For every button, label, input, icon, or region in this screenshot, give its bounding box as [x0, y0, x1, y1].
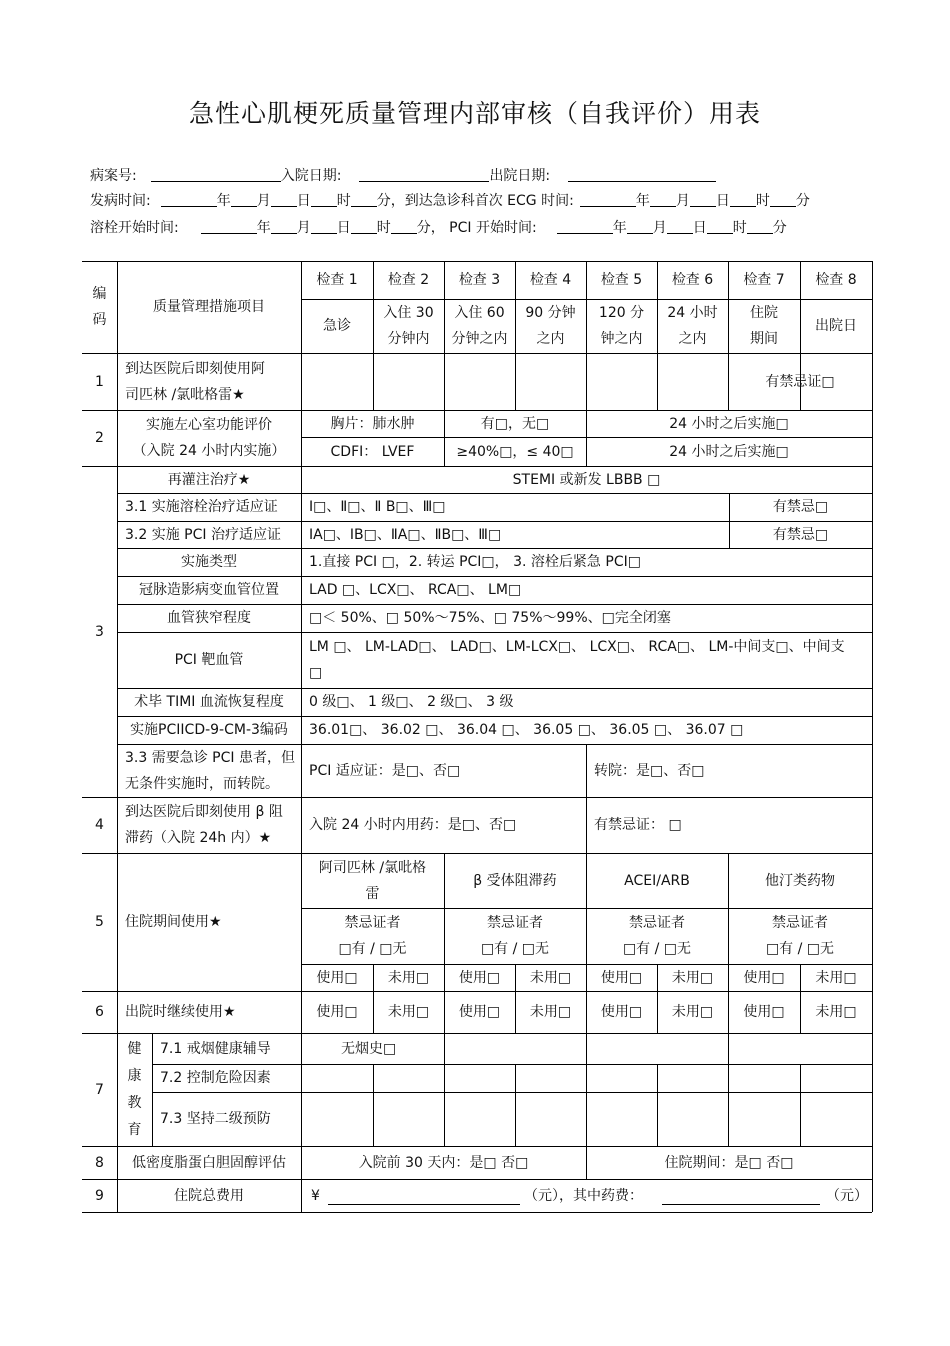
stenosis-value[interactable]: □＜ 50%、□ 50%～75%、□ 75%～99%、□完全闭塞: [309, 610, 671, 626]
header-line-2: [90, 190, 810, 210]
drug-acei-arb: ACEI/ARB: [624, 872, 690, 889]
reperfusion-label: 再灌注治疗★: [167, 471, 251, 488]
time-6: 24 小时 之内: [667, 305, 718, 347]
row-2-after-1[interactable]: 24 小时之后实施□: [669, 415, 789, 432]
onset-year-field[interactable]: [161, 193, 217, 207]
case-no-field[interactable]: [151, 168, 281, 182]
pci-indication-label: 3.2 实施 PCI 治疗适应证: [125, 526, 281, 543]
lesion-location-value[interactable]: LAD □、LCX□、 RCA□、 LM□: [309, 582, 522, 598]
r6-unused-2[interactable]: 未用□: [529, 1004, 572, 1020]
icd-value[interactable]: 36.01□、 36.02 □、 36.04 □、 36.05 □、 36.05 □、 36.07 □: [309, 722, 744, 738]
r6-used-1[interactable]: 使用□: [316, 1004, 358, 1020]
lysis-hour-field[interactable]: [351, 220, 377, 234]
row-9-no: 9: [95, 1187, 104, 1204]
edu-smoking-label: 7.1 戒烟健康辅导: [160, 1040, 271, 1057]
unit-day: 日: [336, 220, 351, 236]
pci-type-value[interactable]: 1.直接 PCI □，2. 转运 PCI□， 3. 溶栓后紧急 PCI□: [309, 554, 641, 570]
check-8: 检查 8: [815, 272, 857, 288]
contra-acei-arb[interactable]: 禁忌证者 □有 / □无: [622, 915, 692, 957]
ecg-min-field[interactable]: [770, 193, 796, 207]
unit-min: 分: [772, 220, 787, 236]
row-5-item: 住院期间使用★: [125, 914, 222, 930]
check-4: 检查 4: [529, 272, 572, 288]
page-title: 急性心肌梗死质量管理内部审核（自我评价）用表: [188, 99, 761, 128]
drug-beta-blocker: β 受体阻滞药: [473, 872, 557, 889]
row-2-cdfi-option[interactable]: ≥40%□，≤ 40□: [456, 443, 574, 460]
row-1-item: 到达医院后即刻使用阿 司匹林 /氯吡格雷★: [125, 360, 265, 403]
unit-day: 日: [715, 193, 730, 209]
lysis-indication-value[interactable]: Ⅰ□、Ⅱ□、Ⅱ B□、Ⅲ□: [309, 499, 446, 515]
row-2-after-2[interactable]: 24 小时之后实施□: [669, 443, 789, 460]
row-7-no: 7: [95, 1081, 104, 1098]
contra-statin[interactable]: 禁忌证者 □有 / □无: [765, 915, 835, 957]
unit-year: 年: [635, 193, 650, 209]
transfer-yn[interactable]: 转院：是□、否□: [594, 762, 705, 779]
time-8: 出院日: [815, 318, 857, 334]
header-line-1: [90, 165, 716, 185]
drug-aspirin: 阿司匹林 /氯吡格 雷: [318, 859, 427, 902]
edu-secondary-prevention-label: 7.3 坚持二级预防: [160, 1111, 271, 1127]
pci-time-label: 分， PCI 开始时间:: [416, 220, 537, 236]
admit-date-field[interactable]: [359, 168, 489, 182]
pci-hour-field[interactable]: [707, 220, 733, 234]
table-rule: [373, 1064, 374, 1146]
r5-used-4[interactable]: 使用□: [743, 969, 785, 986]
ldl-during-stay[interactable]: 住院期间：是□ 否□: [664, 1154, 794, 1171]
pci-indication-value[interactable]: ⅠA□、ⅠB□、ⅡA□、ⅡB□、Ⅲ□: [309, 526, 502, 543]
r6-used-4[interactable]: 使用□: [743, 1004, 785, 1020]
lysis-min-field[interactable]: [391, 220, 417, 234]
row-2-no: 2: [95, 430, 104, 446]
time-4: 90 分钟 之内: [525, 305, 576, 347]
drug-cost-field[interactable]: [662, 1204, 820, 1205]
header-item: 质量管理措施项目: [153, 299, 265, 315]
unit-min: 分: [795, 193, 810, 209]
table-rule: [82, 1212, 872, 1213]
row-2-xray-option[interactable]: 有□，无□: [480, 415, 550, 432]
r5-used-3[interactable]: 使用□: [600, 969, 643, 986]
pci-min-field[interactable]: [747, 220, 773, 234]
check-2: 检查 2: [387, 272, 430, 288]
time-3: 入住 60 分钟之内: [451, 305, 508, 347]
timi-label: 术毕 TIMI 血流恢复程度: [134, 694, 284, 710]
header-line-3: [90, 217, 787, 237]
onset-month-field[interactable]: [231, 193, 257, 207]
row-8-item: 低密度脂蛋白胆固醇评估: [132, 1154, 286, 1171]
unit-month: 月: [256, 193, 271, 209]
ecg-time-label: 分，到达急诊科首次 ECG 时间:: [376, 193, 574, 209]
reperfusion-value[interactable]: STEMI 或新发 LBBB □: [512, 471, 661, 488]
onset-min-field[interactable]: [351, 193, 377, 207]
unit-month: 月: [675, 193, 690, 209]
row-4-24h[interactable]: 入院 24 小时内用药：是□、否□: [309, 817, 517, 833]
r6-used-2[interactable]: 使用□: [458, 1004, 501, 1020]
row-3-no: 3: [95, 623, 104, 640]
row-5-no: 5: [95, 914, 104, 930]
contra-aspirin[interactable]: 禁忌证者 □有 / □无: [338, 915, 407, 957]
unit-hour: 时: [336, 193, 351, 209]
cost-unit-label: （元），其中药费：: [524, 1187, 643, 1204]
row-9-item: 住院总费用: [174, 1187, 244, 1204]
check-5: 检查 5: [600, 272, 643, 288]
case-no-label: 病案号:: [90, 168, 137, 184]
row-8-no: 8: [95, 1154, 104, 1171]
row-4-contra[interactable]: 有禁忌证： □: [594, 817, 682, 833]
ldl-before-admission[interactable]: 入院前 30 天内：是□ 否□: [358, 1154, 529, 1171]
lysis-indication-label: 3.1 实施溶栓治疗适应证: [125, 499, 278, 515]
time-5: 120 分 钟之内: [598, 305, 645, 347]
lysis-contra[interactable]: 有禁忌□: [772, 499, 829, 515]
lysis-year-field[interactable]: [201, 220, 257, 234]
r6-unused-1[interactable]: 未用□: [387, 1004, 430, 1020]
onset-day-field[interactable]: [271, 193, 297, 207]
transfer-label: 3.3 需要急诊 PCI 患者，但 无条件实施时，而转院。: [125, 749, 295, 792]
row-4-no: 4: [95, 817, 104, 833]
total-cost-field[interactable]: [328, 1204, 520, 1205]
admit-date-label: 入院日期:: [280, 168, 342, 184]
contra-beta-blocker[interactable]: 禁忌证者 □有 / □无: [480, 915, 550, 957]
target-vessel-value[interactable]: LM □、 LM-LAD□、 LAD□、LM-LCX□、 LCX□、 RCA□、 LM-中间支□、中间支 □: [309, 639, 845, 681]
discharge-date-field[interactable]: [568, 168, 716, 182]
time-2: 入住 30 分钟内: [383, 305, 434, 347]
lysis-day-field[interactable]: [311, 220, 337, 234]
check-7: 检查 7: [743, 272, 785, 288]
ecg-month-field[interactable]: [650, 193, 676, 207]
onset-time-label: 发病时间:: [90, 193, 151, 209]
ecg-year-field[interactable]: [580, 193, 636, 207]
time-7: 住院 期间: [750, 305, 778, 347]
header-code: 编 码: [92, 286, 107, 328]
unit-month: 月: [652, 220, 667, 236]
row-1-contra[interactable]: 有禁忌证□: [765, 373, 835, 390]
r5-used-1[interactable]: 使用□: [316, 969, 358, 986]
row-2-item: 实施左心室功能评价 （入院 24 小时内实施）: [132, 417, 286, 459]
row-2-cdfi: CDFI： LVEF: [330, 443, 415, 460]
pci-day-field[interactable]: [667, 220, 693, 234]
unit-hour: 时: [732, 220, 747, 236]
row-6-no: 6: [95, 1004, 104, 1020]
unit-year: 年: [216, 193, 231, 209]
r5-unused-3[interactable]: 未用□: [671, 969, 714, 986]
table-rule: [800, 1064, 801, 1146]
health-education-label: 健 康 教 育: [127, 1040, 142, 1138]
edu-risk-label: 7.2 控制危险因素: [160, 1070, 271, 1086]
drug-cost-unit: （元）: [826, 1187, 868, 1204]
unit-hour: 时: [376, 220, 391, 236]
lysis-time-label: 溶栓开始时间:: [90, 220, 179, 236]
table-rule: [872, 261, 873, 1212]
pci-type-label: 实施类型: [181, 554, 237, 570]
lysis-month-field[interactable]: [271, 220, 297, 234]
table-rule: [515, 1064, 516, 1146]
icd-label: 实施PCIICD-9-CM-3编码: [130, 722, 288, 738]
edu-no-smoking-history[interactable]: 无烟史□: [341, 1040, 397, 1057]
discharge-date-label: 出院日期:: [489, 168, 551, 184]
check-3: 检查 3: [458, 272, 501, 288]
r5-unused-4[interactable]: 未用□: [815, 969, 857, 986]
target-vessel-label: PCI 靶血管: [174, 652, 244, 668]
check-6: 检查 6: [671, 272, 714, 288]
stenosis-label: 血管狭窄程度: [167, 610, 251, 626]
r5-used-2[interactable]: 使用□: [458, 969, 501, 986]
drug-statin: 他汀类药物: [765, 872, 835, 889]
unit-year: 年: [256, 220, 271, 236]
ecg-day-field[interactable]: [690, 193, 716, 207]
r6-used-3[interactable]: 使用□: [600, 1004, 643, 1020]
row-2-xray: 胸片：肺水肿: [330, 415, 415, 432]
pci-month-field[interactable]: [627, 220, 653, 234]
pci-year-field[interactable]: [557, 220, 613, 234]
time-1: 急诊: [323, 318, 351, 334]
unit-year: 年: [612, 220, 627, 236]
onset-hour-field[interactable]: [311, 193, 337, 207]
unit-day: 日: [692, 220, 707, 236]
r6-unused-3[interactable]: 未用□: [671, 1004, 714, 1020]
check-1: 检查 1: [316, 272, 358, 288]
unit-month: 月: [296, 220, 311, 236]
pci-indication-yn[interactable]: PCI 适应证：是□、否□: [309, 762, 461, 779]
r6-unused-4[interactable]: 未用□: [815, 1004, 857, 1020]
pci-contra[interactable]: 有禁忌□: [772, 526, 829, 543]
ecg-hour-field[interactable]: [730, 193, 756, 207]
timi-value[interactable]: 0 级□、 1 级□、 2 级□、 3 级: [309, 694, 514, 710]
row-1-no: 1: [95, 373, 104, 390]
row-6-item: 出院时继续使用★: [125, 1004, 236, 1020]
yen-sign: ¥: [311, 1187, 320, 1204]
lesion-location-label: 冠脉造影病变血管位置: [139, 582, 279, 598]
row-4-item: 到达医院后即刻使用 β 阻 滞药（入院 24h 内）★: [125, 804, 283, 846]
table-rule: [657, 1064, 658, 1146]
unit-hour: 时: [755, 193, 770, 209]
r5-unused-1[interactable]: 未用□: [387, 969, 430, 986]
r5-unused-2[interactable]: 未用□: [529, 969, 572, 986]
unit-day: 日: [296, 193, 311, 209]
